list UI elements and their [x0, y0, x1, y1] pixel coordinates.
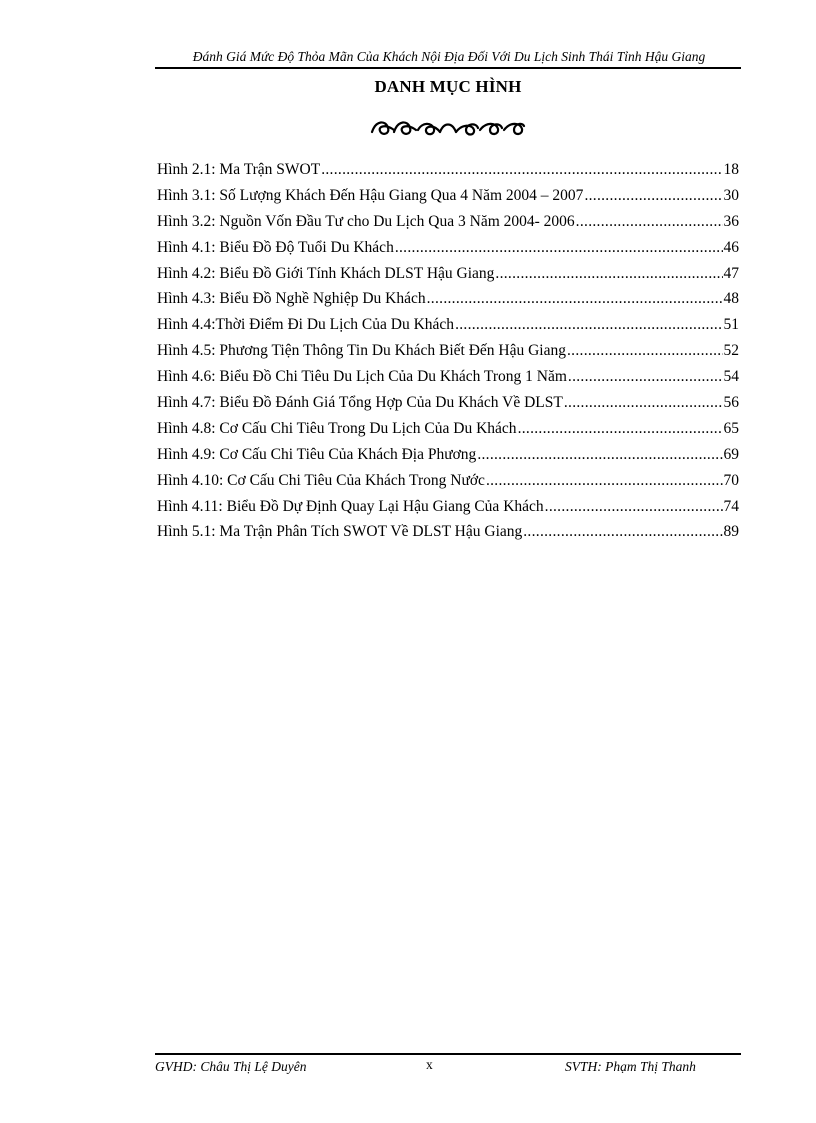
ornament: [155, 116, 741, 146]
toc-dot-leader: [564, 394, 723, 412]
toc-entry[interactable]: [157, 187, 739, 213]
footer-student: SVTH: Phạm Thị Thanh: [565, 1059, 696, 1074]
toc-dot-leader: [576, 213, 723, 231]
toc-entry-page: 69: [723, 445, 739, 463]
toc-entry-title: Hình 4.10: Cơ Cấu Chi Tiêu Của Khách Trong Nước: [157, 471, 485, 489]
toc-entry-page: 89: [723, 523, 739, 541]
toc-entry-title: Hình 4.9: Cơ Cấu Chi Tiêu Của Khách Địa Phương: [157, 445, 477, 463]
toc-entry[interactable]: [157, 161, 739, 187]
page-title: DANH MỤC HÌNH: [374, 77, 522, 96]
toc-entry-page: 36: [723, 212, 739, 230]
toc-dot-leader: [518, 420, 723, 438]
toc-entry[interactable]: [157, 239, 739, 265]
toc-dot-leader: [455, 316, 722, 334]
toc-entry-title: Hình 2.1: Ma Trận SWOT: [157, 161, 321, 178]
toc-entry-page: 48: [723, 290, 739, 308]
toc-entry-page: 52: [723, 342, 739, 360]
toc-dot-leader: [568, 368, 723, 386]
footer-supervisor: GVHD: Châu Thị Lệ Duyên: [155, 1059, 307, 1074]
toc-entry[interactable]: [157, 523, 739, 549]
toc-entry[interactable]: [157, 420, 739, 446]
toc-entry-title: Hình 4.7: Biểu Đồ Đánh Giá Tổng Hợp Của Du Khách Về DLST: [157, 394, 563, 412]
toc-entry-page: 74: [723, 497, 739, 515]
toc-dot-leader: [486, 472, 723, 490]
toc-dot-leader: [495, 265, 722, 283]
toc-dot-leader: [321, 161, 722, 179]
toc-entry-title: Hình 4.11: Biểu Đồ Dự Định Quay Lại Hậu Giang Của Khách: [157, 497, 544, 515]
toc-entry[interactable]: [157, 446, 739, 472]
toc-entry-page: 30: [723, 186, 739, 204]
toc-entry-title: Hình 4.2: Biểu Đồ Giới Tính Khách DLST Hậu Giang: [157, 264, 495, 282]
toc-entry[interactable]: [157, 213, 739, 239]
toc-entry-title: Hình 4.1: Biểu Đồ Độ Tuổi Du Khách: [157, 238, 394, 256]
toc-entry-title: Hình 4.6: Biểu Đồ Chi Tiêu Du Lịch Của Du Khách Trong 1 Năm: [157, 368, 567, 386]
footer-rule: [155, 1053, 741, 1055]
toc-entry-title: Hình 4.4:Thời Điểm Đi Du Lịch Của Du Khách: [157, 316, 455, 334]
toc-entry[interactable]: [157, 342, 739, 368]
toc-dot-leader: [477, 446, 722, 464]
toc-entry-title: Hình 3.1: Số Lượng Khách Đến Hậu Giang Qua 4 Năm 2004 – 2007: [157, 186, 584, 204]
toc-entry[interactable]: [157, 290, 739, 316]
toc-entry[interactable]: [157, 368, 739, 394]
toc-dot-leader: [567, 342, 723, 360]
decorative-scroll-ornament-icon: [368, 116, 528, 140]
figure-list: [157, 161, 739, 549]
toc-entry[interactable]: [157, 472, 739, 498]
toc-dot-leader: [523, 523, 722, 541]
toc-entry[interactable]: [157, 394, 739, 420]
toc-entry[interactable]: [157, 316, 739, 342]
toc-entry-page: 51: [723, 316, 739, 334]
footer-page-number: x: [426, 1057, 433, 1072]
toc-entry[interactable]: [157, 498, 739, 524]
toc-entry-page: 56: [723, 394, 739, 412]
toc-entry-title: Hình 4.5: Phương Tiện Thông Tin Du Khách Biết Đến Hậu Giang: [157, 342, 566, 360]
toc-entry[interactable]: [157, 265, 739, 291]
toc-dot-leader: [584, 187, 722, 205]
toc-dot-leader: [395, 239, 723, 257]
toc-dot-leader: [545, 498, 723, 516]
toc-entry-page: 47: [723, 264, 739, 282]
toc-entry-title: Hình 4.8: Cơ Cấu Chi Tiêu Trong Du Lịch Của Du Khách: [157, 419, 517, 437]
toc-entry-title: Hình 3.2: Nguồn Vốn Đầu Tư cho Du Lịch Qua 3 Năm 2004- 2006: [157, 212, 575, 230]
running-header: Đánh Giá Mức Độ Thỏa Mãn Của Khách Nội Địa Đối Với Du Lịch Sinh Thái Tỉnh Hậu Giang: [192, 49, 706, 64]
toc-entry-title: Hình 5.1: Ma Trận Phân Tích SWOT Về DLST Hậu Giang: [157, 523, 523, 541]
toc-entry-page: 70: [723, 471, 739, 489]
header-rule: [155, 67, 741, 69]
toc-entry-page: 65: [723, 419, 739, 437]
toc-entry-page: 46: [723, 238, 739, 256]
toc-entry-page: 18: [723, 161, 739, 178]
toc-entry-page: 54: [723, 368, 739, 386]
toc-entry-title: Hình 4.3: Biểu Đồ Nghề Nghiệp Du Khách: [157, 290, 426, 308]
toc-dot-leader: [427, 290, 723, 308]
